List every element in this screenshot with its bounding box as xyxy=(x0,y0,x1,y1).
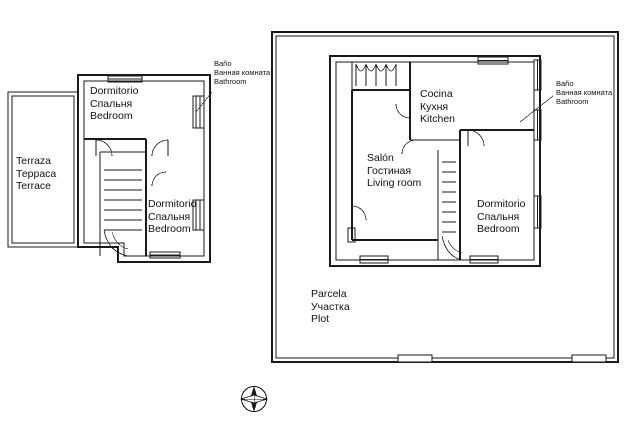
living-room-label-ru: Гостиная xyxy=(367,164,412,177)
callout-bathroom-right xyxy=(556,79,612,106)
bathroom-right-label-es: Baño xyxy=(556,79,574,88)
room-label-terrace xyxy=(16,155,56,193)
room-label-bedroom-right xyxy=(477,198,525,236)
bedroom-right-label-es: Dormitorio xyxy=(477,198,526,210)
bathroom-right-label-ru: Ванная комната xyxy=(556,88,613,97)
callout-bathroom-left xyxy=(214,59,270,86)
bathroom-left-label-es: Baño xyxy=(214,59,232,68)
room-label-plot xyxy=(311,288,350,326)
bathroom-left-label-ru: Ванная комната xyxy=(214,68,271,77)
terrace-label-es: Terraza xyxy=(16,155,52,167)
living-room-label-es: Salón xyxy=(367,152,394,164)
terrace-label-en: Terrace xyxy=(16,180,52,192)
room-label-kitchen xyxy=(420,88,455,126)
room-label-bedroom-south xyxy=(148,198,196,236)
plot-label-ru: Участка xyxy=(311,300,350,313)
terrace-label-ru: Терраса xyxy=(16,167,57,180)
bedroom-right-label-en: Bedroom xyxy=(477,223,520,235)
bedroom-south-label-es: Dormitorio xyxy=(148,198,197,210)
bathroom-left-label-en: Bathroom xyxy=(214,77,247,86)
kitchen-label-es: Cocina xyxy=(420,88,453,100)
bedroom-right-label-ru: Спальня xyxy=(477,210,520,223)
plot-label-en: Plot xyxy=(311,313,330,325)
bedroom-south-label-en: Bedroom xyxy=(148,223,191,235)
plot-label-es: Parcela xyxy=(311,288,347,300)
bedroom-north-label-ru: Спальня xyxy=(90,97,133,110)
room-label-bedroom-north xyxy=(90,85,138,123)
bathroom-right-label-en: Bathroom xyxy=(556,97,589,106)
bedroom-north-label-en: Bedroom xyxy=(90,110,133,122)
room-label-living-room xyxy=(367,152,421,190)
kitchen-label-en: Kitchen xyxy=(420,113,456,125)
kitchen-label-ru: Кухня xyxy=(420,100,449,113)
bedroom-south-label-ru: Спальня xyxy=(148,210,191,223)
bedroom-north-label-es: Dormitorio xyxy=(90,85,139,97)
living-room-label-en: Living room xyxy=(367,177,422,189)
